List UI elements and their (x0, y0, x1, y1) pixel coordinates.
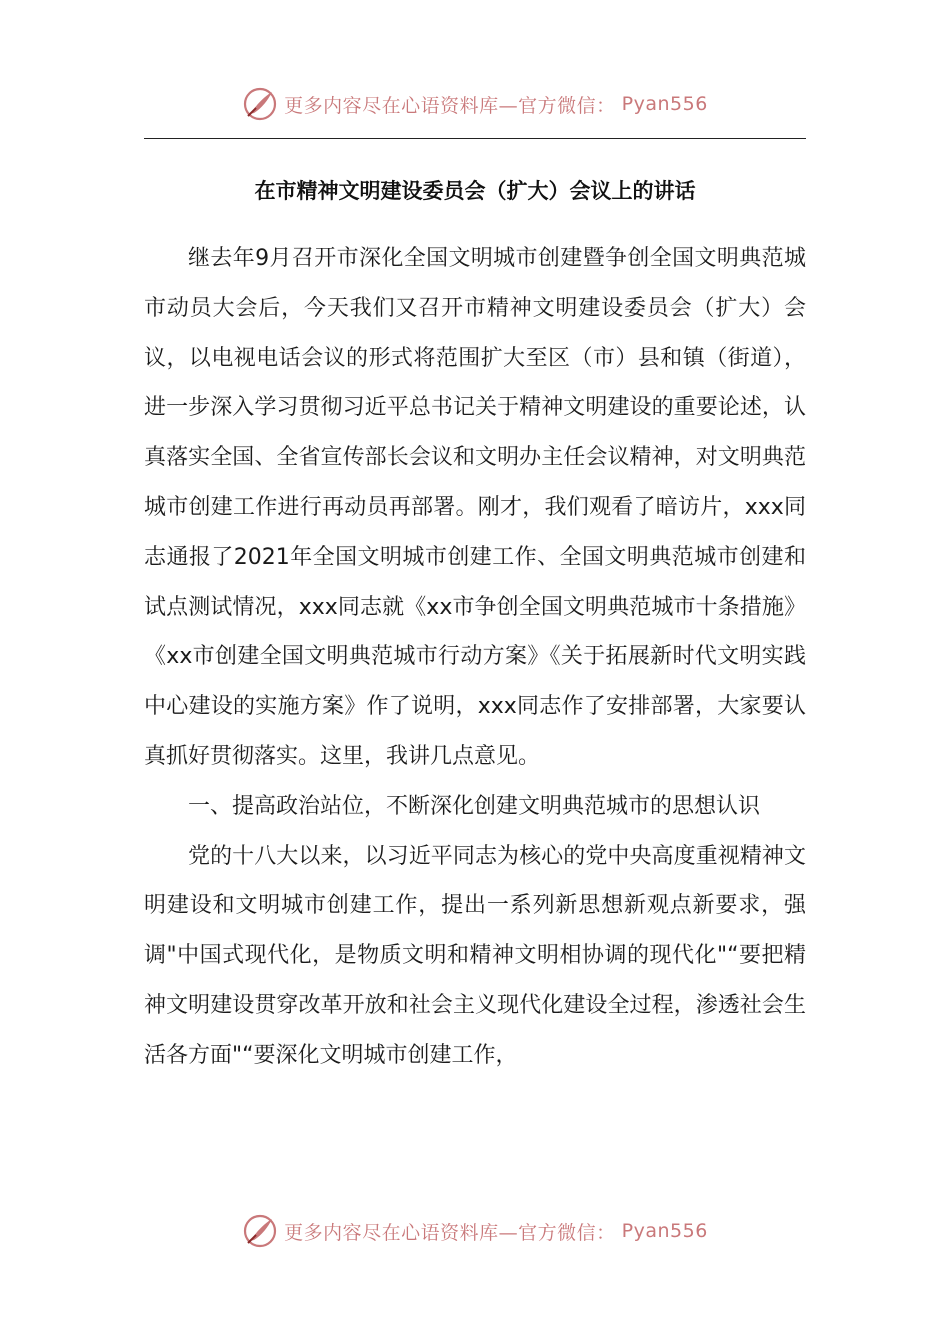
watermark-text: 更多内容尽在心语资料库—官方微信： (284, 94, 616, 117)
paragraph: 继去年9月召开市深化全国文明城市创建暨争创全国文明典范城市动员大会后，今天我们又召开市精神文明建设委员会（扩大）会议，以电视电话会议的形式将范围扩大至区（市）县和镇（街道），进一步深入学习贯彻习近平总书记关于精神文明建设的重要论述，认真落实全国、全省宣传部长会议和文明办主任会议精神，对文明典范城市创建工作进行再动员再部署。刚才，我们观看了暗访片，xxx同志通报了2021年全国文明城市创建工作、全国文明典范城市创建和试点测试情况，xxx同志就《xx市争创全国文明典范城市十条措施》《xx市创建全国文明典范城市行动方案》《关于拓展新时代文明实践中心建设的实施方案》作了说明，xxx同志作了安排部署，大家要认真抓好贯彻落实。这里，我讲几点意见。 (144, 246, 806, 769)
document-title: 在市精神文明建设委员会（扩大）会议上的讲话 (254, 179, 696, 203)
paragraph: 党的十八大以来，以习近平同志为核心的党中央高度重视精神文明建设和文明城市创建工作，提出一系列新思想新观点新要求，强调"中国式现代化，是物质文明和精神文明相协调的现代化"“要把精神文明建设贯穿改革开放和社会主义现代化建设全过程，渗透社会生活各方面"“要深化文明城市创建工作， (144, 843, 806, 1068)
watermark-wechat-id: Pyan556 (621, 93, 708, 115)
footer-watermark (0, 1211, 950, 1251)
document-body (144, 234, 806, 1081)
section-heading: 一、提高政治站位，不断深化创建文明典范城市的思想认识 (188, 793, 761, 819)
watermark-wechat-id: Pyan556 (621, 1220, 708, 1242)
header-watermark (0, 84, 950, 124)
quill-logo-icon (242, 86, 278, 122)
watermark-text: 更多内容尽在心语资料库—官方微信： (284, 1221, 616, 1244)
quill-logo-icon (242, 1213, 278, 1249)
header-divider (144, 138, 806, 139)
